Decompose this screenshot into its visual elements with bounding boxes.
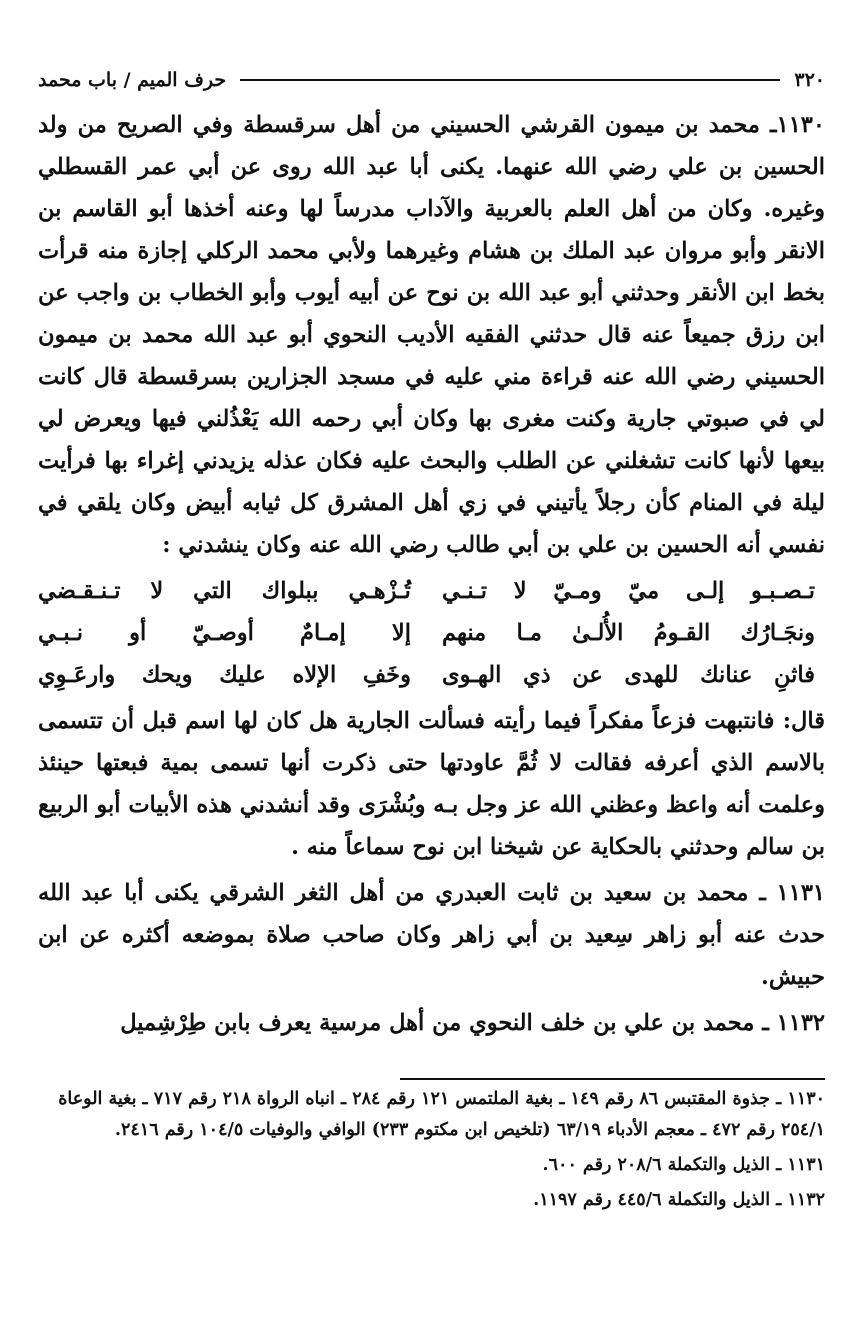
entry-1130-continued bbox=[38, 700, 825, 868]
poem-verse bbox=[38, 570, 825, 612]
header-rule bbox=[240, 79, 780, 81]
footnote: ١١٣١ ـ الذيل والتكملة ٢٠٨/٦ رقم ٦٠٠. bbox=[542, 1155, 825, 1175]
verse-first-half: فاثنِ عنانك للهدى عن ذي الهـوى bbox=[442, 662, 815, 688]
entry-number: ١١٣٢ ـ bbox=[762, 1010, 825, 1036]
chapter-title: حرف الميم / باب محمد bbox=[38, 69, 227, 91]
footnote: ١١٣٠ ـ جذوة المقتبس ٨٦ رقم ١٤٩ ـ بغية الملتمس ١٢١ رقم ٢٨٤ ـ انباه الرواة ٢١٨ رقم ٧١٧ ـ بغية الوعاة ٢٥٤/١ رقم ٤٧٢ ـ معجم الأدباء ٦٣/١٩ (تلخيص ابن مكتوم ٢٣٣) الوافي والوفيات ١٠٤/٥ رقم ٢٤١٦. bbox=[58, 1089, 825, 1140]
entry-text: محمد بن ميمون القرشي الحسيني من أهل سرقسطة وفي الصريح من ولد الحسين بن علي رضي الله عنهما. يكنى أبا عبد الله روى عن أبي عمر القسطلي وغيره. وكان من أهل العلم بالعربية والآداب مدرساً لها وعنه أخذها أبو القاسم بن الانقر وأبو مروان عبد الملك بن هشام وغيرهما ولأبي محمد الركلي إجازة منه قرأت بخط ابن الأنقر وحدثني أبو عبد الله بن نوح عن أبيه أيوب وأبو الخطاب بن واجب عن ابن رزق جميعاً عنه قال حدثني الفقيه الأديب النحوي أبو عبد الله محمد بن ميمون الحسيني رضي الله عنه قراءة مني عليه في مسجد الجزارين بسرقسطة قال كانت لي في صبوتي جارية وكنت مغرى بها وكان أبي رحمه الله يَعْذُلني فيها ويعرض لي بيعها لأنها كانت تشغلني عن الطلب والبحث عليه فكان عذله يزيدني إغراء بها فرأيت ليلة في المنام كأن رجلاً يأتيني في زي أهل المشرق كل ثيابه أبيض وكان يلقي في نفسي أنه الحسين بن علي بن أبي طالب رضي الله عنه وكان ينشدني : bbox=[38, 112, 825, 558]
entry-number: ١١٣١ ـ bbox=[759, 880, 825, 906]
verse-first-half: ونجَـارُك القـومُ الأُلـىٰ مـا منهم bbox=[442, 620, 815, 646]
poem bbox=[38, 570, 825, 696]
entry-text: محمد بن علي بن خلف النحوي من أهل مرسية يعرف بابن طِرْشِميل bbox=[120, 1010, 755, 1036]
verse-second-half: تُـزْهـي ببلواك التي لا تـنـقـضي bbox=[38, 578, 411, 604]
footnote-rule bbox=[400, 1078, 825, 1080]
entry-text: قال: فانتبهت فزعاً مفكراً فيما رأيته فسألت الجارية هل كان لها اسم قبل أن تتسمى بالاسم الذي أعرفه فقالت لا ثُمَّ عاودتها حتى ذكرت أنها تسمى بمية فبعتها حينئذ وعلمت أنه واعظ وعظني الله عز وجل بـه وبُشْرَى وقد أنشدني هذه الأبيات أبو الربيع بن سالم وحدثني بالحكاية عن شيخنا ابن نوح سماعاً منه . bbox=[38, 708, 825, 860]
verse-second-half: إلا إمـامٌ أوصـيّ أو نـبـي bbox=[38, 620, 411, 646]
verse-first-half: تـصـبـو إلـى ميّ ومـيّ لا تـنـي bbox=[442, 578, 815, 604]
poem-verse bbox=[38, 612, 825, 654]
running-header bbox=[38, 60, 825, 100]
entry-1130 bbox=[38, 104, 825, 566]
poem-verse bbox=[38, 654, 825, 696]
footnote: ١١٣٢ ـ الذيل والتكملة ٤٤٥/٦ رقم ١١٩٧. bbox=[533, 1190, 825, 1210]
entry-1132 bbox=[38, 1002, 825, 1044]
verse-second-half: وخَفِ الإلاه عليك ويحك وارعَـوِي bbox=[38, 662, 411, 688]
page-number: ٣٢٠ bbox=[794, 69, 825, 91]
entry-number: ١١٣٠ـ bbox=[770, 112, 825, 138]
entry-1131 bbox=[38, 872, 825, 998]
entry-text: محمد بن سعيد بن ثابت العبدري من أهل الثغر الشرقي يكنى أبا عبد الله حدث عنه أبو زاهر سِعيد بن أبي زاهر وكان صاحب صلاة بموضعه أكثره عن ابن حبيش. bbox=[38, 880, 825, 990]
